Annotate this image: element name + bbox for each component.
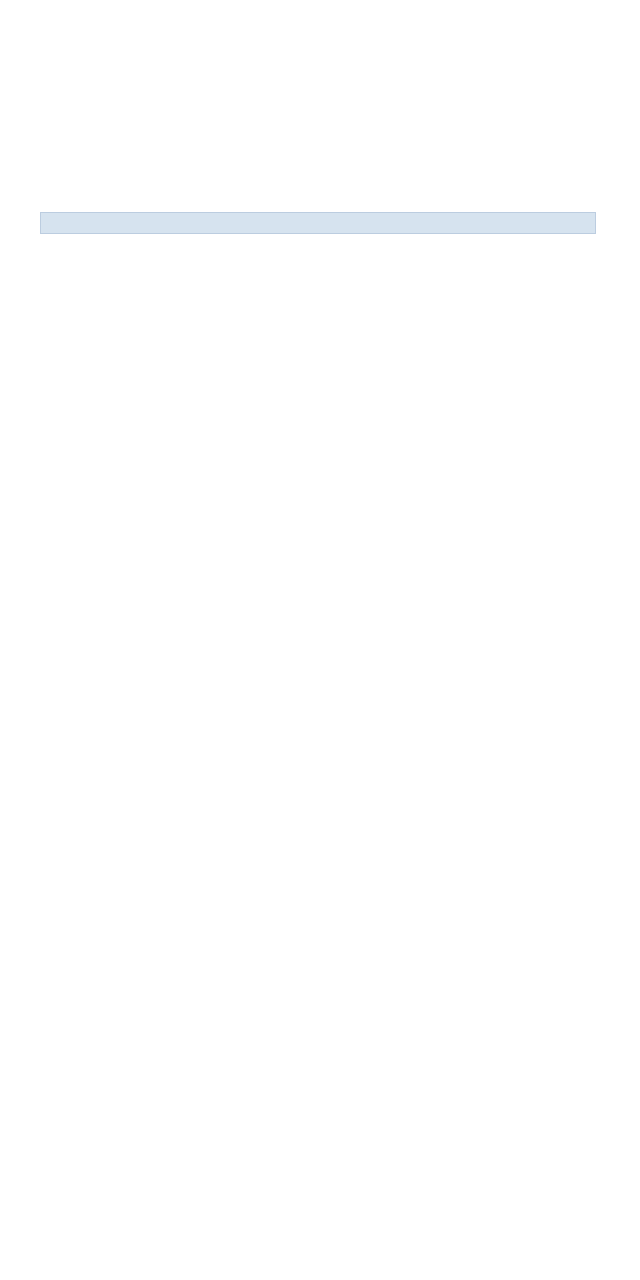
missed-the-cut-banner: [40, 212, 596, 234]
